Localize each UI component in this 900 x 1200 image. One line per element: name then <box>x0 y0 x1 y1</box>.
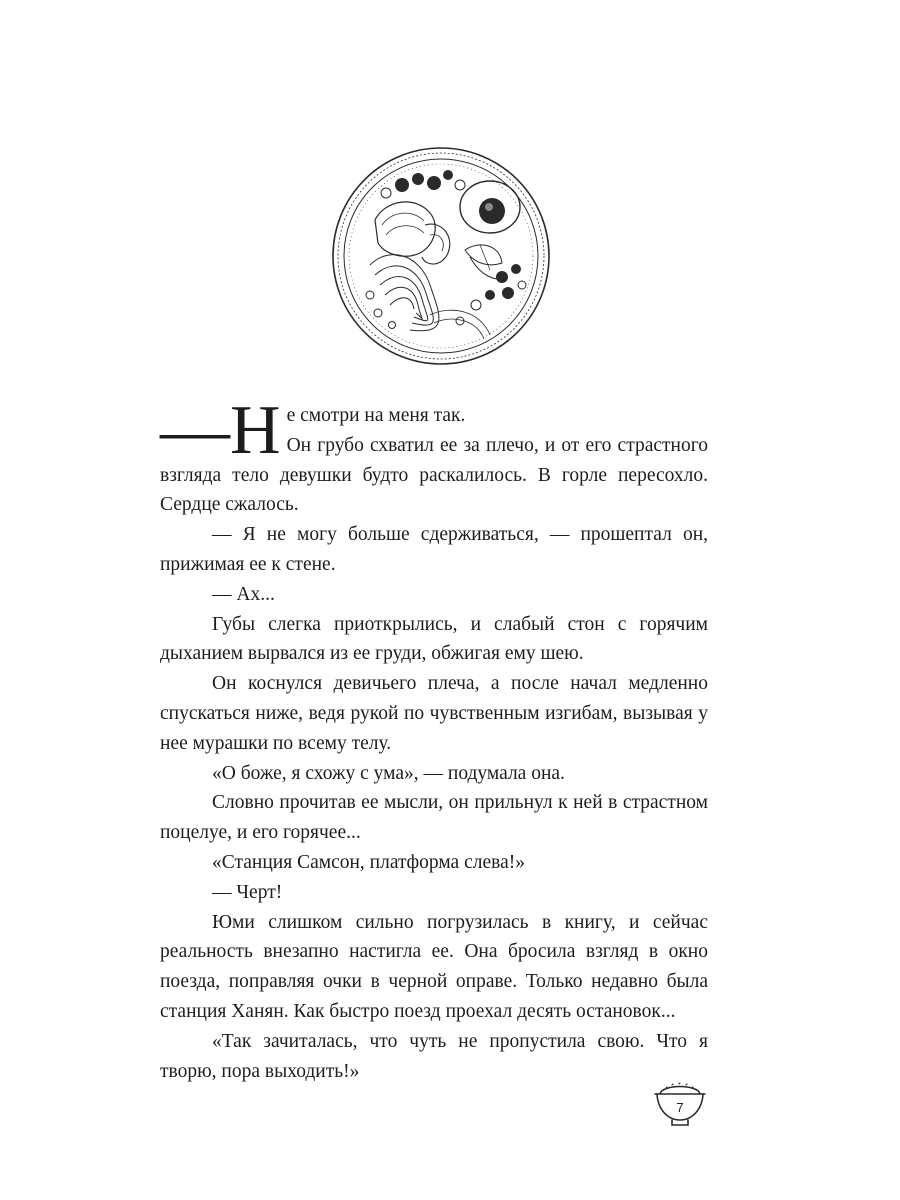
paragraph: «Станция Самсон, платформа слева!» <box>212 851 525 873</box>
paragraph-text: е смотри на меня так. <box>286 405 466 426</box>
paragraph: Юми слишком сильно погрузилась в книгу, и сейчас реальность внезапно настигла ее. Она бросила взгляд в окно поезда, поправляя очки в черной оправе. Только недавно была станция Ханян. Как быстро поезд проехал десять остановок... <box>160 911 708 1022</box>
paragraph-opening <box>160 392 708 469</box>
paragraph: «О боже, я схожу с ума», — подумала она. <box>212 762 565 784</box>
page-number: 7 <box>676 1100 684 1115</box>
paragraph: Словно прочитав ее мысли, он прильнул к ней в страстном поцелуе, и его горячее... <box>160 792 708 844</box>
paragraph: — Я не могу больше сдерживаться, — прошептал он, прижимая ее к стене. <box>160 524 708 575</box>
page-number-badge <box>652 1076 708 1128</box>
paragraph: — Ах... <box>212 583 275 605</box>
paragraph: «Так зачиталась, что чуть не пропустила свою. Что я творю, пора выходить!» <box>160 1030 708 1082</box>
paragraph: Он грубо схватил ее за плечо, и от его страстного взгляда тело девушки будто раскалилось. В горле пересохло. Сердце сжалось. <box>160 434 708 516</box>
ramen-bowl-illustration <box>330 145 552 367</box>
story-text <box>160 392 708 1086</box>
drop-cap-letter: Н <box>230 392 281 469</box>
drop-cap-dash: — <box>160 392 230 469</box>
paragraph: Губы слегка приоткрылись, и слабый стон с горячим дыханием вырвался из ее груди, обжигая ему шею. <box>160 613 708 665</box>
drop-cap <box>160 392 281 469</box>
paragraph: — Черт! <box>212 881 283 903</box>
paragraph: Он коснулся девичьего плеча, а после начал медленно спускаться ниже, ведя рукой по чувственным изгибам, вызывая у нее мурашки по всему телу. <box>160 673 708 754</box>
